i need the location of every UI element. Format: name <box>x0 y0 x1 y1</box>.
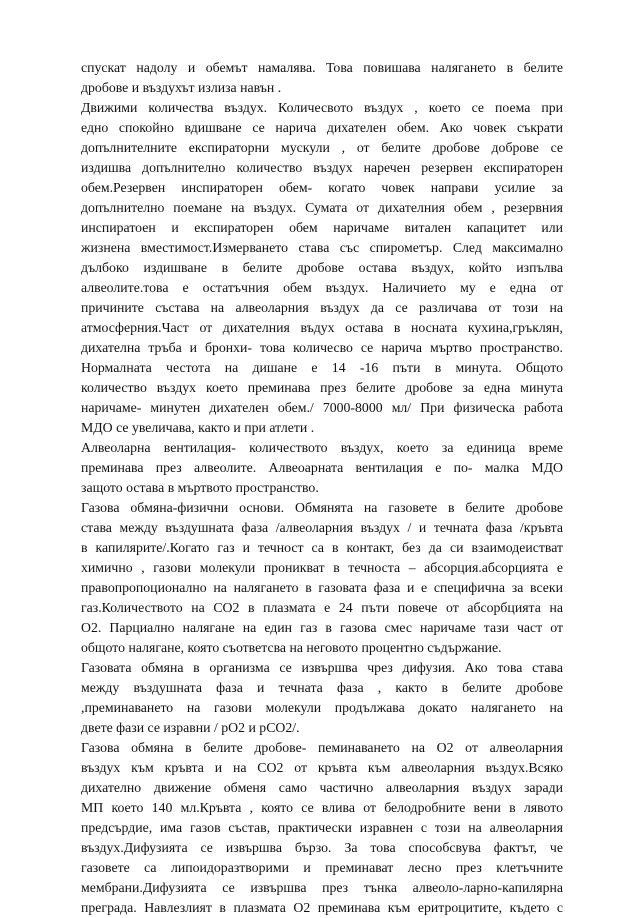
text-line: въздух.Дифузията се извършва бързо. За това способсвува фактът, че <box>81 840 563 855</box>
document-page <box>81 58 563 918</box>
text-line: Газова обмяна-физични основи. Обмянята на газовете в белите дробове <box>81 500 563 515</box>
text-line: МП което 140 мл.Кръвта , която се влива от белодробните вени в лявото <box>81 800 563 815</box>
text-line: мембрани.Дифузията се извършва през тънка алвеоло-ларно-капилярна <box>81 880 563 895</box>
text-line: общото налягане, която съответсва на неговото процентно съдържание. <box>81 640 502 655</box>
text-line: защото остава в мъртвото пространство. <box>81 480 319 495</box>
text-line: допълнително поемане на въздух. Сумата от дихателния обем , резервния <box>81 200 563 215</box>
text-line: МДО се увеличава, както и при атлети . <box>81 420 315 435</box>
text-line: количество въздух което преминава през белите дробове за една минута <box>81 380 563 395</box>
text-line: спускат надолу и обемът намалява. Това повишава налягането в белите <box>81 60 563 75</box>
text-line: в капилярите/.Когато газ и течност са в контакт, без да си взаимодеистват <box>81 540 563 555</box>
text-line: Газовата обмяна в организма се извършва чрез дифузия. Ако това става <box>81 660 563 675</box>
text-line: О2. Парциално налягане на един газ в газова смес наричаме тази част от <box>81 620 563 635</box>
text-line: дихателна тръба и бронхи- това количесво се нарича мъртво пространство. <box>81 340 563 355</box>
text-line: между въздушната фаза и течната фаза , както в белите дробове <box>81 680 563 695</box>
text-line: предсърдие, има газов състав, практически изравнен с този на алвеоларния <box>81 820 563 835</box>
text-line: Газова обмяна в белите дробове- пеминаването на О2 от алвеоларния <box>81 740 563 755</box>
text-line: газовете са липоидоразтворими и преминават лесно през клетъчните <box>81 860 563 875</box>
text-line: атмосферния.Част от дихателния въдух остава в носната кухина,гръклян, <box>81 320 563 335</box>
text-line: дихателно движение обменя само частично алвеоларния въздух заради <box>81 780 563 795</box>
text-line: Алвеоларна вентилация- количеството въздух, което за единица време <box>81 440 563 455</box>
text-line: наричаме- минутен дихателен обем./ 7000-8000 мл/ При физическа работа <box>81 400 563 415</box>
text-line: правопропоционално на налягането в газовата фаза и е специфична за всеки <box>81 580 563 595</box>
text-line: обем.Резервен инспираторен обем- когато човек направи усилие за <box>81 180 563 195</box>
text-line: инспиратоен и експираторен обем наричаме витален капацитет или <box>81 220 563 235</box>
text-line: Движими количества въздух. Количесвото въздух , което се поема при <box>81 100 563 115</box>
text-line: алвеолите.това е остатъчния обем въздух. Наличието му е една от <box>81 280 563 295</box>
text-line: преминава през алвеолите. Алвеоарната вентилация е по- малка МДО <box>81 460 563 475</box>
text-line: става между въздушната фаза /алвеоларния въздух / и течната фаза /кръвта <box>81 520 563 535</box>
text-line: преграда. Навлезлият в плазмата О2 преминава към еритроцитите, където с <box>81 900 563 915</box>
text-line: дълбоко издишване в белите дробове остава въздух, който изпълва <box>81 260 563 275</box>
text-line: допълнителните експираторни мускули , от белите дробове доброве се <box>81 140 563 155</box>
text-line: въздух към кръвта и на СО2 от кръвта към алвеоларния въздух.Всяко <box>81 760 563 775</box>
text-line: газ.Количеството на СО2 в плазмата е 24 пъти повече от абсорбцията на <box>81 600 563 615</box>
text-line: едно спокойно вдишване се нарича дихателен обем. Ако човек съкрати <box>81 120 563 135</box>
text-line: издишва допълнително количество въздух наречен резервен експираторен <box>81 160 563 175</box>
text-line: причините състава на алвеоларния въздух да се различава от този на <box>81 300 563 315</box>
text-line: Нормалната честота на дишане е 14 -16 пъти в минута. Общото <box>81 360 563 375</box>
text-line: двете фази се изравни / рО2 и рСО2/. <box>81 720 300 735</box>
text-line: дробове и въздухът излиза навън . <box>81 80 282 95</box>
text-line: химично , газови молекули проникват в течноста – абсорция.абсорцията е <box>81 560 563 575</box>
text-line: ,преминаването на газови молекули продължава докато налягането на <box>81 700 563 715</box>
text-line: жизнена вместимост.Измерването става със спирометър. След максимално <box>81 240 563 255</box>
